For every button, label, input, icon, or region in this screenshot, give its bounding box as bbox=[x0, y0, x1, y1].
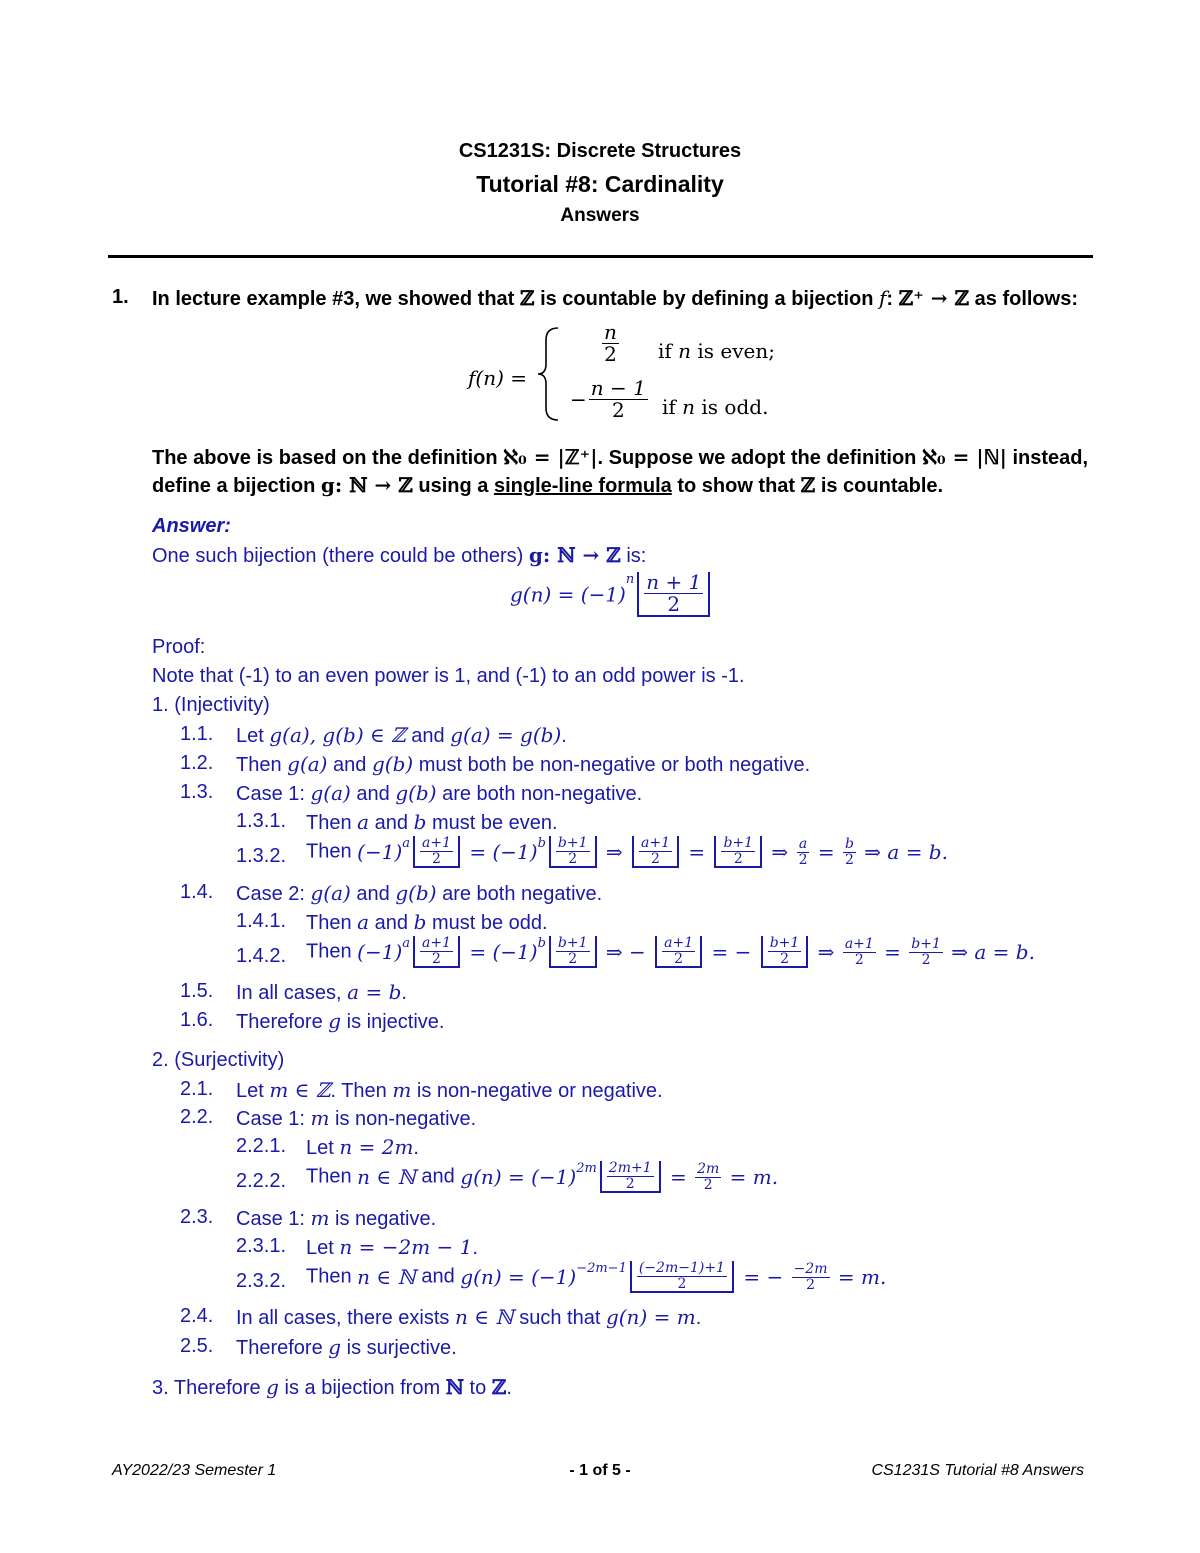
step-2-heading: 2. (Surjectivity) bbox=[152, 1049, 285, 1071]
footer-semester: AY2022/23 Semester 1 bbox=[112, 1462, 277, 1479]
step-1-1: Let g(a), g(b) ∈ ℤ and g(a) = g(b). bbox=[236, 723, 567, 747]
step-1-6-number: 1.6. bbox=[180, 1009, 214, 1031]
step-1-2-number: 1.2. bbox=[180, 752, 214, 774]
step-2-2-1: Let n = 2m. bbox=[306, 1135, 419, 1159]
step-2-3-1: Let n = −2m − 1. bbox=[306, 1235, 478, 1259]
step-2-2: Case 1: m is non-negative. bbox=[236, 1106, 477, 1130]
proof-note: Note that (-1) to an even power is 1, and (-1) to an odd power is -1. bbox=[152, 665, 745, 687]
step-2-1: Let m ∈ ℤ. Then m is non-negative or negative. bbox=[236, 1078, 663, 1102]
case2-fraction: − $\frac{n - 1}{2}$ bbox=[570, 376, 646, 422]
question-line-2: The above is based on the definition ℵ₀ = |ℤ⁺|. Suppose we adopt the definition ℵ₀ = |ℕ| instead, bbox=[152, 445, 1089, 469]
piecewise-lhs: f(n) = bbox=[468, 366, 528, 390]
step-1-heading: 1. (Injectivity) bbox=[152, 694, 270, 716]
step-1-3-2: Then $(-1)^a$ $\frac{a+1}{2}$ = $(-1)^b$ $\frac{b+1}{2}$ ⇒ $\frac{a+1}{2}$ = $\frac{b+1}{2}$ ⇒ $\frac{a}{2}$ = $\frac{b}{2}$ ⇒ a = b. bbox=[306, 835, 948, 868]
step-2-3-1-number: 2.3.1. bbox=[236, 1235, 287, 1257]
step-1-3: Case 1: g(a) and g(b) are both non-negative. bbox=[236, 781, 643, 805]
answers-subtitle: Answers bbox=[560, 205, 640, 226]
step-2-2-number: 2.2. bbox=[180, 1106, 214, 1128]
header-divider bbox=[108, 255, 1093, 258]
answer-intro: One such bijection (there could be others) g: ℕ → ℤ is: bbox=[152, 543, 647, 567]
step-1-4: Case 2: g(a) and g(b) are both negative. bbox=[236, 881, 603, 905]
footer-page-number: - 1 of 5 - bbox=[569, 1462, 631, 1479]
step-1-5-number: 1.5. bbox=[180, 980, 214, 1002]
step-1-4-2-number: 1.4.2. bbox=[236, 945, 287, 967]
step-1-3-1: Then a and b must be even. bbox=[306, 810, 558, 834]
case1-condition: if n is even; bbox=[658, 339, 776, 363]
step-2-2-2-number: 2.2.2. bbox=[236, 1170, 287, 1192]
step-1-1-number: 1.1. bbox=[180, 723, 214, 745]
step-1-6: Therefore g is injective. bbox=[236, 1009, 445, 1033]
bijection-formula: $g(n) = (-1)^n$ $\frac{n + 1}{2}$ bbox=[510, 572, 713, 617]
step-1-2: Then g(a) and g(b) must both be non-negative or both negative. bbox=[236, 752, 811, 776]
step-2-1-number: 2.1. bbox=[180, 1078, 214, 1100]
step-1-4-1-number: 1.4.1. bbox=[236, 910, 287, 932]
step-1-4-1: Then a and b must be odd. bbox=[306, 910, 548, 934]
step-1-3-2-number: 1.3.2. bbox=[236, 845, 287, 867]
question-line-3: define a bijection g: ℕ → ℤ using a single-line formula to show that ℤ is countable. bbox=[152, 473, 944, 497]
tutorial-title: Tutorial #8: Cardinality bbox=[476, 171, 724, 197]
question-line-1: In lecture example #3, we showed that ℤ is countable by defining a bijection f: ℤ⁺ → ℤ as follows: bbox=[152, 286, 1078, 310]
step-2-4-number: 2.4. bbox=[180, 1305, 214, 1327]
step-1-3-number: 1.3. bbox=[180, 781, 214, 803]
question-number: 1. bbox=[112, 286, 129, 308]
case1-fraction: $\frac{n}{2}$ bbox=[604, 320, 617, 366]
step-1-4-2: Then $(-1)^a$ $\frac{a+1}{2}$ = $(-1)^b$ $\frac{b+1}{2}$ ⇒ − $\frac{a+1}{2}$ = − $\frac{b+1}{2}$ ⇒ $\frac{a+1}{2}$ = $\frac{b+1}{2}$ ⇒ a = b. bbox=[306, 935, 1035, 968]
proof-label: Proof: bbox=[152, 636, 206, 658]
step-2-2-1-number: 2.2.1. bbox=[236, 1135, 287, 1157]
course-title: CS1231S: Discrete Structures bbox=[458, 140, 742, 162]
step-1-4-number: 1.4. bbox=[180, 881, 214, 903]
step-1-3-1-number: 1.3.1. bbox=[236, 810, 287, 832]
step-2-2-2: Then n ∈ ℕ and $g(n) = (-1)^{2m}$ $\frac{2m+1}{2}$ = $\frac{2m}{2}$ = m. bbox=[306, 1160, 779, 1193]
case2-condition: if n is odd. bbox=[662, 395, 769, 419]
step-2-3-2: Then n ∈ ℕ and $g(n) = (-1)^{-2m-1}$ $\frac{(-2m-1)+1}{2}$ = − $\frac{-2m}{2}$ = m. bbox=[306, 1260, 887, 1293]
answer-label: Answer: bbox=[152, 515, 231, 537]
step-2-3-2-number: 2.3.2. bbox=[236, 1270, 287, 1292]
step-2-5: Therefore g is surjective. bbox=[236, 1335, 457, 1359]
piecewise-brace bbox=[536, 326, 562, 422]
step-2-5-number: 2.5. bbox=[180, 1335, 214, 1357]
step-3-conclusion: 3. Therefore g is a bijection from ℕ to ℤ. bbox=[152, 1375, 512, 1399]
footer-doc-title: CS1231S Tutorial #8 Answers bbox=[871, 1462, 1084, 1479]
step-2-3: Case 1: m is negative. bbox=[236, 1206, 437, 1230]
step-2-3-number: 2.3. bbox=[180, 1206, 214, 1228]
step-1-5: In all cases, a = b. bbox=[236, 980, 407, 1004]
step-2-4: In all cases, there exists n ∈ ℕ such that g(n) = m. bbox=[236, 1305, 702, 1329]
